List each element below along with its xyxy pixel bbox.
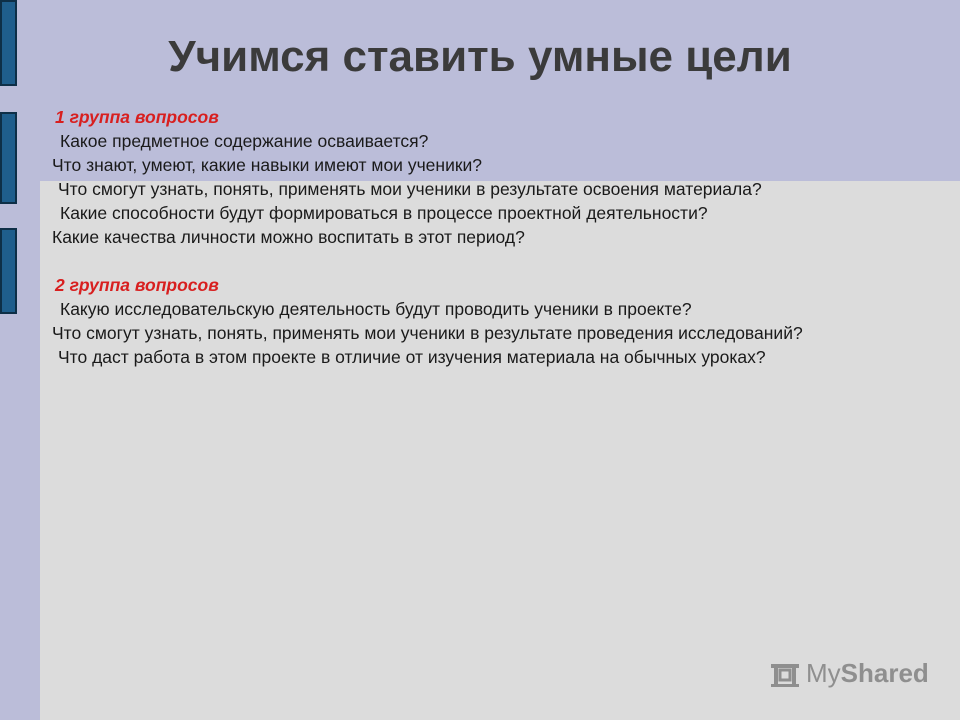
- group-1-heading: 1 группа вопросов: [55, 107, 219, 127]
- side-bar: [0, 112, 17, 204]
- question-item: Что даст работа в этом проекте в отличие от изучения материала на обычных уроках?: [58, 347, 766, 367]
- question-item: Какие качества личности можно воспитать в этот период?: [52, 227, 525, 247]
- group-2-heading: 2 группа вопросов: [55, 275, 219, 295]
- question-item: Какое предметное содержание осваивается?: [60, 131, 429, 151]
- myshared-watermark: [768, 656, 929, 690]
- watermark-text: Shared: [840, 657, 929, 688]
- mortarboard-icon: [768, 656, 802, 690]
- question-item: Какие способности будут формироваться в процессе проектной деятельности?: [60, 203, 708, 223]
- slide-title: Учимся ставить умные цели: [168, 32, 792, 81]
- watermark-text: My: [806, 657, 841, 688]
- question-item: Какую исследовательскую деятельность будут проводить ученики в проекте?: [60, 299, 692, 319]
- question-item: Что смогут узнать, понять, применять мои ученики в результате проведения исследований?: [52, 323, 803, 343]
- question-item: Что знают, умеют, какие навыки имеют мои ученики?: [52, 155, 483, 175]
- questions-block: [52, 105, 932, 369]
- side-bar: [0, 228, 17, 314]
- question-item: Что смогут узнать, понять, применять мои ученики в результате освоения материала?: [58, 179, 762, 199]
